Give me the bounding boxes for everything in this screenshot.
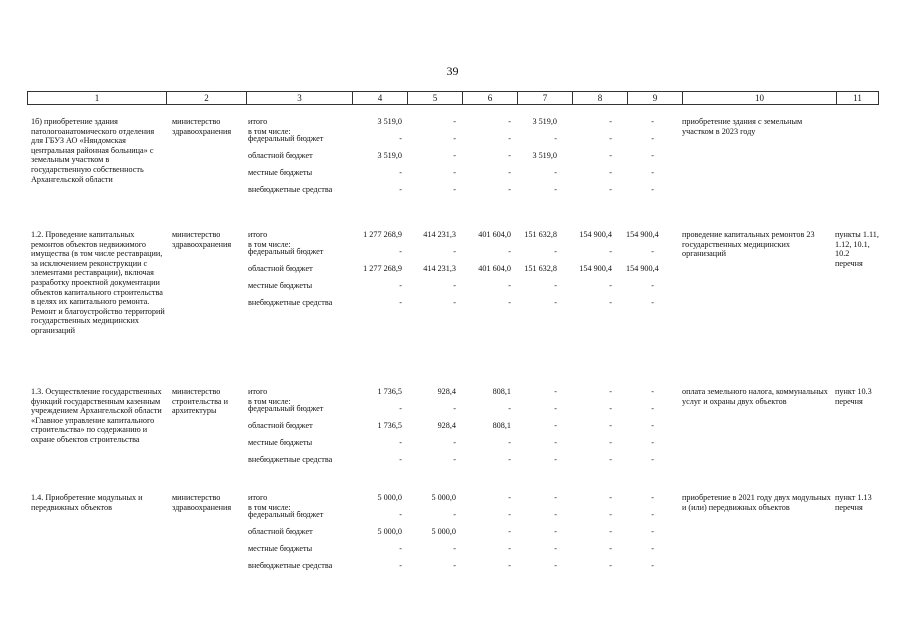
plan-reference: пункты 1.11, 1.12, 10.1, 10.2 перечня bbox=[835, 230, 879, 268]
funding-value: - bbox=[651, 117, 654, 126]
funding-value: - bbox=[453, 281, 456, 290]
funding-value: - bbox=[399, 510, 402, 519]
column-header: 6 bbox=[463, 92, 518, 105]
funding-value: - bbox=[609, 151, 612, 160]
funding-value: - bbox=[609, 421, 612, 430]
funding-value: - bbox=[453, 438, 456, 447]
funding-value: - bbox=[609, 404, 612, 413]
funding-value: - bbox=[609, 247, 612, 256]
funding-value: - bbox=[651, 185, 654, 194]
funding-value: - bbox=[609, 455, 612, 464]
funding-value: 154 900,4 bbox=[626, 230, 659, 239]
funding-value: - bbox=[453, 151, 456, 160]
funding-value: - bbox=[554, 185, 557, 194]
funding-value: - bbox=[508, 117, 511, 126]
source-label: местные бюджеты bbox=[248, 544, 313, 553]
column-header: 4 bbox=[353, 92, 408, 105]
funding-value: - bbox=[399, 404, 402, 413]
funding-value: 401 604,0 bbox=[478, 264, 511, 273]
funding-value: - bbox=[554, 510, 557, 519]
funding-value: 414 231,3 bbox=[423, 230, 456, 239]
source-label-incl: в том числе: bbox=[248, 503, 291, 512]
source-label: областной бюджет bbox=[248, 264, 313, 273]
funding-value: - bbox=[508, 298, 511, 307]
funding-value: - bbox=[651, 544, 654, 553]
expected-result: приобретение здания с земельным участком в 2023 году bbox=[682, 117, 803, 136]
column-header: 1 bbox=[28, 92, 167, 105]
source-label: областной бюджет bbox=[248, 421, 313, 430]
column-header: 2 bbox=[167, 92, 247, 105]
source-label-incl: в том числе: bbox=[248, 240, 291, 249]
funding-value: - bbox=[453, 117, 456, 126]
column-header: 9 bbox=[628, 92, 683, 105]
funding-value: - bbox=[399, 561, 402, 570]
column-header: 11 bbox=[837, 92, 879, 105]
funding-value: 401 604,0 bbox=[478, 230, 511, 239]
funding-value: - bbox=[609, 510, 612, 519]
source-label: местные бюджеты bbox=[248, 168, 313, 177]
funding-value: - bbox=[609, 281, 612, 290]
source-label: внебюджетные средства bbox=[248, 455, 333, 464]
column-header: 3 bbox=[247, 92, 353, 105]
funding-value: - bbox=[609, 387, 612, 396]
source-label-total: итого bbox=[248, 117, 268, 126]
funding-value: - bbox=[508, 561, 511, 570]
funding-value: - bbox=[609, 544, 612, 553]
column-header: 5 bbox=[408, 92, 463, 105]
source-label: местные бюджеты bbox=[248, 281, 313, 290]
funding-value: - bbox=[651, 298, 654, 307]
funding-value: - bbox=[399, 185, 402, 194]
expected-result: проведение капитальных ремонтов 23 государственных медицинских организаций bbox=[682, 230, 815, 259]
plan-reference: пункт 1.13 перечня bbox=[835, 493, 872, 512]
funding-value: 5 000,0 bbox=[431, 493, 456, 502]
funding-value: - bbox=[554, 387, 557, 396]
source-label: федеральный бюджет bbox=[248, 510, 324, 519]
funding-value: - bbox=[651, 247, 654, 256]
funding-value: 3 519,0 bbox=[532, 151, 557, 160]
funding-value: 154 900,4 bbox=[579, 264, 612, 273]
source-label: внебюджетные средства bbox=[248, 298, 333, 307]
funding-value: 154 900,4 bbox=[626, 264, 659, 273]
source-label-total: итого bbox=[248, 387, 268, 396]
source-label-total: итого bbox=[248, 493, 268, 502]
funding-value: - bbox=[554, 404, 557, 413]
funding-value: - bbox=[609, 561, 612, 570]
executor-name: министерство строительства и архитектуры bbox=[172, 387, 228, 416]
funding-value: 1 277 268,9 bbox=[363, 264, 402, 273]
funding-value: - bbox=[609, 298, 612, 307]
funding-value: - bbox=[651, 455, 654, 464]
executor-name: министерство здравоохранения bbox=[172, 493, 232, 512]
funding-value: - bbox=[554, 134, 557, 143]
funding-value: 928,4 bbox=[437, 421, 456, 430]
funding-value: - bbox=[453, 298, 456, 307]
source-label: федеральный бюджет bbox=[248, 404, 324, 413]
funding-value: - bbox=[508, 134, 511, 143]
source-label-incl: в том числе: bbox=[248, 397, 291, 406]
funding-value: - bbox=[399, 247, 402, 256]
funding-value: - bbox=[399, 281, 402, 290]
source-label: областной бюджет bbox=[248, 527, 313, 536]
funding-value: - bbox=[651, 561, 654, 570]
source-label-total: итого bbox=[248, 230, 268, 239]
funding-value: 5 000,0 bbox=[377, 493, 402, 502]
funding-value: - bbox=[399, 544, 402, 553]
funding-value: - bbox=[508, 510, 511, 519]
funding-value: 5 000,0 bbox=[377, 527, 402, 536]
funding-value: - bbox=[453, 561, 456, 570]
funding-value: - bbox=[554, 493, 557, 502]
activity-name: 1.4. Приобретение модульных и передвижных объектов bbox=[31, 493, 143, 512]
funding-value: 808,1 bbox=[492, 387, 511, 396]
source-label: местные бюджеты bbox=[248, 438, 313, 447]
funding-value: - bbox=[554, 544, 557, 553]
funding-value: - bbox=[453, 247, 456, 256]
funding-value: - bbox=[508, 247, 511, 256]
funding-value: - bbox=[399, 438, 402, 447]
source-label: внебюджетные средства bbox=[248, 185, 333, 194]
source-label: федеральный бюджет bbox=[248, 134, 324, 143]
column-header: 8 bbox=[573, 92, 628, 105]
source-label: федеральный бюджет bbox=[248, 247, 324, 256]
funding-value: 3 519,0 bbox=[377, 151, 402, 160]
funding-value: - bbox=[508, 493, 511, 502]
funding-value: - bbox=[651, 404, 654, 413]
funding-value: 3 519,0 bbox=[532, 117, 557, 126]
funding-value: - bbox=[453, 455, 456, 464]
funding-value: 3 519,0 bbox=[377, 117, 402, 126]
funding-value: - bbox=[508, 404, 511, 413]
funding-value: - bbox=[508, 455, 511, 464]
funding-value: 808,1 bbox=[492, 421, 511, 430]
source-label: внебюджетные средства bbox=[248, 561, 333, 570]
funding-value: - bbox=[453, 185, 456, 194]
page-number: 39 bbox=[446, 64, 459, 78]
funding-value: - bbox=[453, 134, 456, 143]
funding-value: - bbox=[508, 168, 511, 177]
activity-name: 1.2. Проведение капитальных ремонтов объектов недвижимого имущества (в том числе реставрации, за исключением реконструкции с элементами реставрации), включая разработку проектной документации объектов капитального строительства в целях их капитального ремонта. Ремонт и благоустройство территорий государственных медицинских организаций bbox=[31, 230, 165, 335]
funding-value: - bbox=[508, 527, 511, 536]
funding-value: - bbox=[609, 117, 612, 126]
activity-name: 1б) приобретение здания патологоанатомического отделения для ГБУЗ АО «Няндомская центральная районная больница» с земельным участком в государственную собственность Архангельской области bbox=[31, 117, 155, 184]
funding-value: - bbox=[651, 134, 654, 143]
funding-value: - bbox=[651, 527, 654, 536]
funding-value: - bbox=[453, 544, 456, 553]
column-header: 7 bbox=[518, 92, 573, 105]
funding-value: - bbox=[651, 168, 654, 177]
funding-value: 5 000,0 bbox=[431, 527, 456, 536]
funding-value: - bbox=[453, 510, 456, 519]
executor-name: министерство здравоохранения bbox=[172, 230, 232, 249]
column-number-header bbox=[27, 91, 879, 105]
funding-value: - bbox=[399, 298, 402, 307]
funding-value: - bbox=[609, 134, 612, 143]
funding-value: - bbox=[508, 544, 511, 553]
funding-value: 928,4 bbox=[437, 387, 456, 396]
executor-name: министерство здравоохранения bbox=[172, 117, 232, 136]
funding-value: - bbox=[508, 281, 511, 290]
funding-value: 154 900,4 bbox=[579, 230, 612, 239]
funding-value: - bbox=[453, 168, 456, 177]
funding-value: 151 632,8 bbox=[524, 230, 557, 239]
column-header: 10 bbox=[683, 92, 837, 105]
funding-value: - bbox=[651, 493, 654, 502]
funding-value: - bbox=[554, 527, 557, 536]
funding-value: - bbox=[554, 438, 557, 447]
funding-value: - bbox=[651, 438, 654, 447]
funding-value: - bbox=[609, 438, 612, 447]
expected-result: оплата земельного налога, коммунальных услуг и охраны двух объектов bbox=[682, 387, 828, 406]
funding-value: - bbox=[554, 298, 557, 307]
funding-value: - bbox=[554, 561, 557, 570]
funding-value: - bbox=[554, 168, 557, 177]
source-label-incl: в том числе: bbox=[248, 127, 291, 136]
funding-value: 1 736,5 bbox=[377, 387, 402, 396]
funding-value: - bbox=[554, 247, 557, 256]
funding-value: - bbox=[651, 151, 654, 160]
funding-value: 1 277 268,9 bbox=[363, 230, 402, 239]
funding-value: - bbox=[651, 281, 654, 290]
funding-value: - bbox=[399, 455, 402, 464]
plan-reference: пункт 10.3 перечня bbox=[835, 387, 872, 406]
funding-value: - bbox=[554, 281, 557, 290]
funding-value: - bbox=[508, 438, 511, 447]
funding-value: - bbox=[609, 168, 612, 177]
expected-result: приобретение в 2021 году двух модульных и (или) передвижных объектов bbox=[682, 493, 831, 512]
funding-value: - bbox=[453, 404, 456, 413]
funding-value: - bbox=[609, 527, 612, 536]
funding-value: - bbox=[609, 185, 612, 194]
funding-value: - bbox=[651, 510, 654, 519]
funding-value: - bbox=[554, 455, 557, 464]
funding-value: - bbox=[651, 421, 654, 430]
funding-value: - bbox=[399, 134, 402, 143]
source-label: областной бюджет bbox=[248, 151, 313, 160]
funding-value: - bbox=[508, 151, 511, 160]
funding-value: - bbox=[554, 421, 557, 430]
activity-name: 1.3. Осуществление государственных функций государственным казенным учреждением Архангельской области «Главное управление капитального строительства» по содержанию и охране объектов строительства bbox=[31, 387, 162, 444]
funding-value: 151 632,8 bbox=[524, 264, 557, 273]
funding-value: - bbox=[651, 387, 654, 396]
funding-value: - bbox=[508, 185, 511, 194]
funding-value: - bbox=[399, 168, 402, 177]
funding-value: 414 231,3 bbox=[423, 264, 456, 273]
funding-value: 1 736,5 bbox=[377, 421, 402, 430]
funding-value: - bbox=[609, 493, 612, 502]
